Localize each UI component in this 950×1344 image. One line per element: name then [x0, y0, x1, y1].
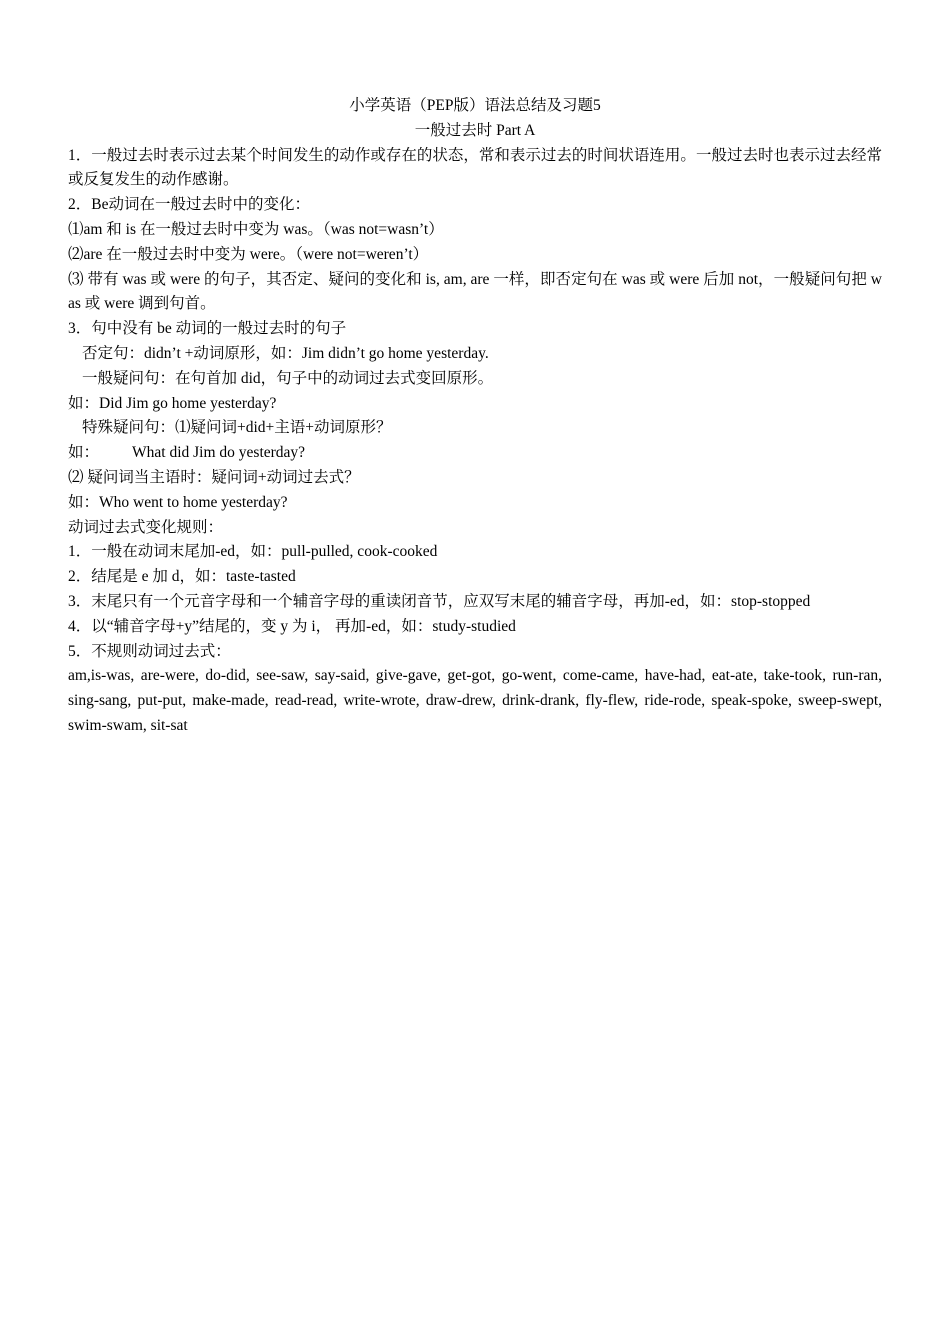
paragraph-are: ⑵are 在一般过去时中变为 were。（were not=weren’t） — [68, 245, 429, 263]
paragraph-special-question: 特殊疑问句：⑴疑问词+did+主语+动词原形？ — [82, 419, 392, 437]
rule-4: 4．以“辅音字母+y”结尾的，变 y 为 i， 再加-ed，如：study-studied — [68, 617, 516, 635]
paragraph-rules-heading: 动词过去式变化规则： — [68, 518, 224, 536]
paragraph-general-question: 一般疑问句：在句首加 did，句子中的动词过去式变回原形。 — [82, 369, 494, 387]
paragraph-was-were-rules: ⑶ 带有 was 或 were 的句子，其否定、疑问的变化和 is, am, are 一样，即否定句在 was 或 were 后加 not，一般疑问句把 was 或 were 调到句首。 — [68, 270, 882, 313]
paragraph-example-did: 如：Did Jim go home yesterday? — [68, 394, 277, 412]
paragraph-subject-question: ⑵ 疑问词当主语时：疑问词+动词过去式？ — [68, 468, 360, 486]
paragraph-example-what — [68, 441, 882, 466]
document-page — [68, 94, 882, 739]
irregular-verbs-list: am,is-was, are-were, do-did, see-saw, say-said, give-gave, get-got, go-went, come-came, have-had, eat-ate, take-took, run-ran, sing-sang, put-put, make-made, read-read, write-wrote, draw-drew, drink-drank, fly-flew, ride-rode, speak-spoke, sweep-swept, swim-swam, sit-sat — [68, 667, 882, 734]
paragraph-am-is: ⑴am 和 is 在一般过去时中变为 was。（was not=wasn’t） — [68, 220, 444, 238]
rule-2: 2．结尾是 e 加 d，如：taste-tasted — [68, 568, 296, 586]
document-subtitle: 一般过去时 Part A — [414, 121, 536, 139]
rule-1: 1．一般在动词末尾加-ed，如：pull-pulled, cook-cooked — [68, 543, 438, 561]
example-text: What did Jim do yesterday? — [132, 444, 306, 462]
rule-3: 3．末尾只有一个元音字母和一个辅音字母的重读闭音节，应双写末尾的辅音字母，再加-ed，如：stop-stopped — [68, 592, 811, 610]
paragraph-be-verb-heading: 2．Be动词在一般过去时中的变化： — [68, 196, 310, 214]
rule-5: 5．不规则动词过去式： — [68, 642, 231, 660]
paragraph-example-who: 如：Who went to home yesterday? — [68, 493, 288, 511]
paragraph-negative: 否定句：didn’t +动词原形，如：Jim didn’t go home yesterday. — [82, 344, 489, 362]
document-title: 小学英语（PEP版）语法总结及习题5 — [349, 97, 601, 114]
paragraph-definition: 1．一般过去时表示过去某个时间发生的动作或存在的状态，常和表示过去的时间状语连用。一般过去时也表示过去经常或反复发生的动作感谢。 — [68, 146, 882, 189]
paragraph-no-be-heading: 3．句中没有 be 动词的一般过去时的句子 — [68, 320, 347, 338]
example-label: 如： — [68, 444, 100, 462]
